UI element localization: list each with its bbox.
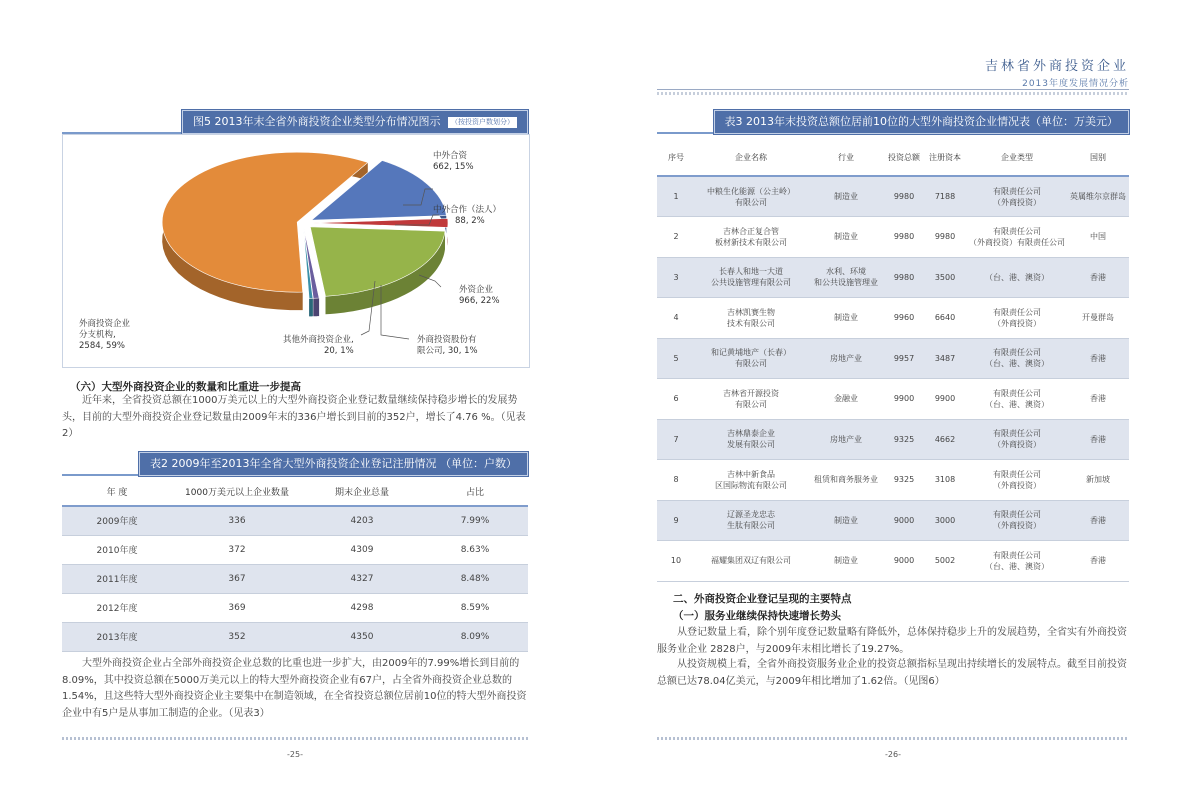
label-jv-name: 中外合资: [433, 151, 468, 161]
table2-header: 1000万美元以上企业数量: [185, 488, 289, 498]
label-wfoe: [459, 285, 500, 307]
table3-cell: 香港: [1067, 338, 1129, 379]
table3-cell: 4662: [923, 419, 967, 460]
table3-cell: 新加坡: [1067, 460, 1129, 501]
table3-cell: 金融业: [807, 379, 885, 420]
table3-cell: 9900: [923, 379, 967, 420]
section6-heading: （六）大型外商投资企业的数量和比重进一步提高: [70, 381, 301, 393]
table3-cell: 7: [657, 419, 695, 460]
fig5-title-note: （按投资户数划分）: [448, 117, 517, 128]
table3-cell: 9900: [885, 379, 923, 420]
table3-cell: 3487: [923, 338, 967, 379]
label-share-name: 外商投资股份有: [417, 335, 477, 345]
label-jv-value: 662, 15%: [433, 162, 474, 172]
table3-cell: 房地产业: [807, 338, 885, 379]
header-title: 吉林省外商投资企业: [984, 59, 1129, 74]
left-footer-rule: [62, 737, 528, 740]
table3-cell: 中粮生化能源（公主岭） 有限公司: [695, 176, 807, 217]
table3-cell: 吉林合正复合管 板材新技术有限公司: [695, 217, 807, 258]
table3-cell: 制造业: [807, 298, 885, 339]
table3-cell: 福耀集团双辽有限公司: [695, 541, 807, 582]
table3-cell: 制造业: [807, 541, 885, 582]
table3-header: 注册资本: [929, 153, 961, 162]
right-footer-rule: [657, 737, 1129, 740]
table3-header-row: [657, 140, 1129, 176]
table3-header: 国别: [1090, 153, 1106, 162]
table2-cell: 369: [172, 593, 302, 622]
label-jv: [433, 151, 474, 173]
right-page: [595, 0, 1189, 798]
table2-cell: 2013年度: [62, 622, 172, 651]
table3-row: [657, 257, 1129, 298]
label-wfoe-value: 966, 22%: [459, 296, 500, 306]
table3-cell: 6640: [923, 298, 967, 339]
pie-slice-side: [309, 298, 313, 316]
table2-row: [62, 622, 528, 651]
table3-cell: （台、港、澳资）: [967, 257, 1067, 298]
table2-cell: 4309: [302, 535, 422, 564]
table3-row: [657, 419, 1129, 460]
table3-cell: 3108: [923, 460, 967, 501]
table3-cell: 制造业: [807, 217, 885, 258]
pie-slice: [313, 219, 448, 228]
label-share-value: 限公司, 30, 1%: [417, 346, 478, 356]
table3-cell: 9: [657, 500, 695, 541]
label-branch-name1: 外商投资企业: [79, 319, 131, 329]
table3-row: [657, 379, 1129, 420]
table3-cell: 6: [657, 379, 695, 420]
table3-cell: 房地产业: [807, 419, 885, 460]
table3-cell: 有限责任公司 （外商投资）: [967, 500, 1067, 541]
left-paragraph-2: 大型外商投资企业占全部外商投资企业总数的比重也进一步扩大，由2009年的7.99%增长到目前的8.09%，其中投资总额在5000万美元以上的特大型外商投资企业有67户，占全省外商投资企业总数的1.54%，且这些特大型外商投资企业主要集中在制造领域，在全省投资总额位居前10位的特大型外商投资企业中有5户是从事加工制造的企业。（见表3）: [62, 658, 527, 719]
part2-paragraph-2: 从投资规模上看，全省外商投资服务业企业的投资总额指标呈现出持续增长的发展特点。截至目前投资总额已达78.04亿美元，与2009年相比增加了1.62倍。（见图6）: [657, 659, 1127, 687]
table2-cell: 4203: [302, 506, 422, 535]
label-other-value: 20, 1%: [323, 346, 354, 356]
table3-cell: 吉林省开源投资 有限公司: [695, 379, 807, 420]
table3-cell: 9325: [885, 419, 923, 460]
table2-row: [62, 564, 528, 593]
table3-row: [657, 460, 1129, 501]
table3-cell: 有限责任公司 （台、港、澳资）: [967, 338, 1067, 379]
table3-title-bar: [657, 110, 1129, 134]
fig5-title: [182, 110, 528, 134]
table3-header: 投资总额: [888, 153, 920, 162]
table2-row: [62, 506, 528, 535]
table3-row: [657, 176, 1129, 217]
table3-cell: 制造业: [807, 176, 885, 217]
table3-cell: 9960: [885, 298, 923, 339]
table3-cell: 长春人和地一大道 公共设施管理有限公司: [695, 257, 807, 298]
part2-heading: 二、外商投资企业登记呈现的主要特点: [673, 593, 852, 605]
table2-cell: 8.59%: [422, 593, 528, 622]
table2: [62, 478, 528, 652]
table3-cell: 9980: [923, 217, 967, 258]
table3-header: 企业类型: [1001, 153, 1033, 162]
table3-header: 行业: [838, 153, 854, 162]
table2-header-row: [62, 478, 528, 506]
table3-cell: 3500: [923, 257, 967, 298]
table3-cell: 有限责任公司 （外商投资）: [967, 460, 1067, 501]
table3-cell: 有限责任公司 （台、港、澳资）: [967, 541, 1067, 582]
part2-paragraph-1: 从登记数量上看，除个别年度登记数量略有降低外，总体保持稳步上升的发展趋势，全省实有外商投资服务业企业 2828户，与2009年末相比增长了19.27%。: [657, 627, 1127, 655]
fig5-title-bar: [62, 110, 528, 134]
table3-cell: 2: [657, 217, 695, 258]
table3-cell: 有限责任公司 （外商投资）有限责任公司: [967, 217, 1067, 258]
right-page-number: -26-: [885, 750, 901, 759]
table3-cell: 吉林鼎泰企业 发展有限公司: [695, 419, 807, 460]
table3-header: 序号: [668, 153, 684, 162]
table2-header: 期末企业总量: [334, 488, 389, 498]
table3-cell: 3000: [923, 500, 967, 541]
left-page-number: -25-: [287, 750, 303, 759]
table3-cell: 吉林凯赛生物 技术有限公司: [695, 298, 807, 339]
label-share: [417, 335, 478, 357]
table2-cell: 8.48%: [422, 564, 528, 593]
table3-cell: 9980: [885, 217, 923, 258]
table3-cell: 租赁和商务服务业: [807, 460, 885, 501]
table2-row: [62, 593, 528, 622]
table2-cell: 4298: [302, 593, 422, 622]
table3-cell: 9000: [885, 500, 923, 541]
table2-cell: 372: [172, 535, 302, 564]
table3-cell: 开曼群岛: [1067, 298, 1129, 339]
table2-cell: 7.99%: [422, 506, 528, 535]
table3-cell: 1: [657, 176, 695, 217]
table3-cell: 5: [657, 338, 695, 379]
table3-cell: 9980: [885, 257, 923, 298]
table3-cell: 香港: [1067, 257, 1129, 298]
table2-cell: 8.63%: [422, 535, 528, 564]
label-coop-value: 88, 2%: [455, 216, 485, 226]
table3-cell: 辽源圣龙忠志 生肽有限公司: [695, 500, 807, 541]
table3-cell: 制造业: [807, 500, 885, 541]
table3-cell: 9980: [885, 176, 923, 217]
table2-cell: 2010年度: [62, 535, 172, 564]
header-subtitle: 2013年度发展情况分析: [1022, 79, 1129, 89]
header-dotted-rule: [657, 92, 1129, 95]
table2-row: [62, 535, 528, 564]
label-branch-name2: 分支机构,: [79, 330, 116, 340]
label-coop: [433, 205, 501, 227]
table2-cell: 367: [172, 564, 302, 593]
table3-cell: 9325: [885, 460, 923, 501]
table3-cell: 有限责任公司 （外商投资）: [967, 176, 1067, 217]
table3-cell: 水利、环境 和公共设施管理业: [807, 257, 885, 298]
table2-cell: 336: [172, 506, 302, 535]
fig5-chart: [62, 134, 530, 368]
table2-cell: 4327: [302, 564, 422, 593]
table2-title: 表2 2009年至2013年全省大型外商投资企业登记注册情况 （单位：户数）: [139, 452, 528, 476]
table3-cell: 香港: [1067, 419, 1129, 460]
fig5-title-text: 图5 2013年末全省外商投资企业类型分布情况图示: [193, 115, 441, 128]
left-page: [0, 0, 594, 798]
table3-cell: 吉林中新食品 区国际物流有限公司: [695, 460, 807, 501]
label-coop-name: 中外合作（法人）: [433, 205, 502, 215]
table3: [657, 140, 1129, 582]
table2-cell: 352: [172, 622, 302, 651]
table3-row: [657, 217, 1129, 258]
label-branch: [79, 319, 130, 352]
table2-cell: 2012年度: [62, 593, 172, 622]
table3-cell: 9000: [885, 541, 923, 582]
header-line: [657, 89, 1129, 90]
table2-cell: 4350: [302, 622, 422, 651]
label-branch-value: 2584, 59%: [79, 341, 125, 351]
table2-header: 年 度: [106, 488, 128, 498]
table3-cell: 7188: [923, 176, 967, 217]
label-other-name: 其他外商投资企业,: [283, 335, 354, 345]
table2-title-bar: [62, 452, 528, 476]
table2-cell: 8.09%: [422, 622, 528, 651]
table3-cell: 9957: [885, 338, 923, 379]
table3-header: 企业名称: [735, 153, 767, 162]
table3-row: [657, 500, 1129, 541]
table3-cell: 英属维尔京群岛: [1067, 176, 1129, 217]
label-wfoe-name: 外资企业: [459, 285, 494, 295]
table2-header: 占比: [465, 488, 484, 498]
table3-cell: 香港: [1067, 541, 1129, 582]
table2-cell: 2011年度: [62, 564, 172, 593]
table3-cell: 4: [657, 298, 695, 339]
table3-cell: 10: [657, 541, 695, 582]
table3-title: 表3 2013年末投资总额位居前10位的大型外商投资企业情况表（单位：万美元）: [714, 110, 1129, 134]
label-other: [283, 335, 354, 357]
section6-paragraph: 近年来，全省投资总额在1000万美元以上的大型外商投资企业登记数量继续保持稳步增长的发展势头，目前的大型外商投资企业登记数量由2009年末的336户增长到目前的352户，增长了4.76 %。（见表2）: [62, 395, 526, 439]
table3-cell: 香港: [1067, 379, 1129, 420]
table3-cell: 3: [657, 257, 695, 298]
table3-cell: 中国: [1067, 217, 1129, 258]
table3-cell: 香港: [1067, 500, 1129, 541]
table3-cell: 8: [657, 460, 695, 501]
pie-slice-side: [313, 298, 319, 316]
table3-cell: 和记黄埔地产（长春） 有限公司: [695, 338, 807, 379]
table3-cell: 有限责任公司 （台、港、澳资）: [967, 379, 1067, 420]
running-header: [985, 55, 1129, 89]
table3-cell: 有限责任公司 （外商投资）: [967, 298, 1067, 339]
part2-subheading: （一）服务业继续保持快速增长势头: [673, 610, 841, 622]
table2-cell: 2009年度: [62, 506, 172, 535]
table3-row: [657, 541, 1129, 582]
table3-row: [657, 338, 1129, 379]
table3-cell: 有限责任公司 （外商投资）: [967, 419, 1067, 460]
table3-row: [657, 298, 1129, 339]
pie-slice: [310, 227, 445, 297]
table3-cell: 5002: [923, 541, 967, 582]
